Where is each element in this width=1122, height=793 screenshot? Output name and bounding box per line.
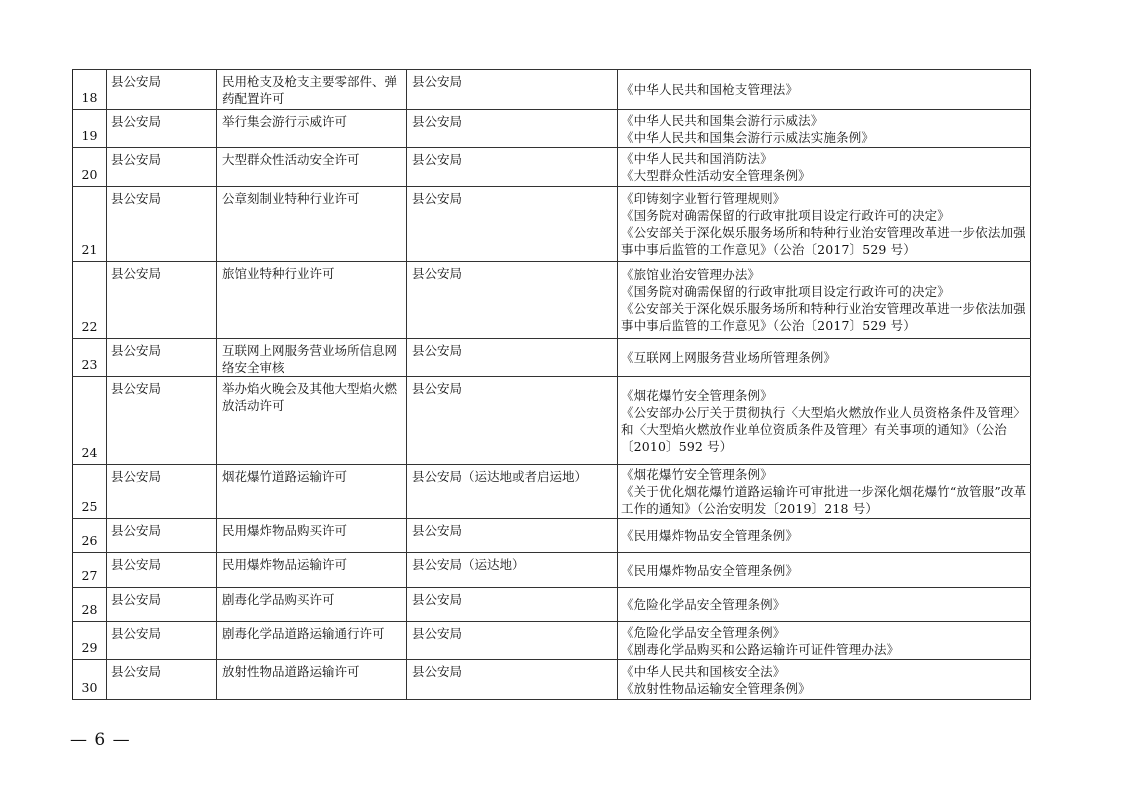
table-row — [73, 187, 1031, 262]
row-number: 25 — [73, 465, 107, 519]
legal-basis-cell — [618, 465, 1031, 519]
legal-basis-line: 《中华人民共和国枪支管理法》 — [621, 82, 799, 97]
department-cell: 县公安局 — [107, 588, 217, 622]
department-cell: 县公安局 — [107, 377, 217, 465]
implementing-agency-cell: 县公安局 — [407, 339, 618, 377]
permit-item-cell: 剧毒化学品购买许可 — [217, 588, 407, 622]
legal-basis-cell — [618, 622, 1031, 660]
department-cell: 县公安局 — [107, 262, 217, 339]
implementing-agency-cell: 县公安局 — [407, 588, 618, 622]
table-row — [73, 148, 1031, 187]
row-number: 26 — [73, 519, 107, 553]
table-row — [73, 70, 1031, 110]
legal-basis-cell — [618, 553, 1031, 588]
row-number: 28 — [73, 588, 107, 622]
legal-basis-line: 《国务院对确需保留的行政审批项目设定行政许可的决定》 — [621, 284, 950, 299]
department-cell: 县公安局 — [107, 110, 217, 148]
department-cell: 县公安局 — [107, 660, 217, 700]
permit-table-container — [72, 69, 1031, 700]
department-cell: 县公安局 — [107, 519, 217, 553]
permit-item-cell: 大型群众性活动安全许可 — [217, 148, 407, 187]
row-number: 24 — [73, 377, 107, 465]
table-row — [73, 622, 1031, 660]
legal-basis-line: 《国务院对确需保留的行政审批项目设定行政许可的决定》 — [621, 208, 950, 223]
implementing-agency-cell: 县公安局 — [407, 262, 618, 339]
implementing-agency-cell: 县公安局 — [407, 519, 618, 553]
table-row — [73, 110, 1031, 148]
legal-basis-line: 《民用爆炸物品安全管理条例》 — [621, 562, 799, 578]
implementing-agency-cell: 县公安局 — [407, 622, 618, 660]
legal-basis-line: 《危险化学品安全管理条例》 — [621, 624, 786, 640]
table-row — [73, 588, 1031, 622]
table-row — [73, 660, 1031, 700]
row-number: 27 — [73, 553, 107, 588]
department-cell: 县公安局 — [107, 339, 217, 377]
permit-item-cell: 民用枪支及枪支主要零部件、弹药配置许可 — [217, 70, 407, 110]
permit-item-cell: 烟花爆竹道路运输许可 — [217, 465, 407, 519]
permit-item-cell: 举行集会游行示威许可 — [217, 110, 407, 148]
permit-item-cell: 剧毒化学品道路运输通行许可 — [217, 622, 407, 660]
legal-basis-line: 《民用爆炸物品安全管理条例》 — [621, 528, 799, 543]
table-row — [73, 553, 1031, 588]
legal-basis-line: 《互联网上网服务营业场所管理条例》 — [621, 350, 837, 365]
table-row — [73, 519, 1031, 553]
legal-basis-cell — [618, 187, 1031, 262]
implementing-agency-cell: 县公安局 — [407, 377, 618, 465]
table-row — [73, 377, 1031, 465]
table-row — [73, 339, 1031, 377]
row-number: 22 — [73, 262, 107, 339]
implementing-agency-cell: 县公安局 — [407, 148, 618, 187]
implementing-agency-cell: 县公安局 — [407, 660, 618, 700]
row-number: 23 — [73, 339, 107, 377]
legal-basis-line: 《旅馆业治安管理办法》 — [621, 267, 761, 282]
implementing-agency-cell: 县公安局（运达地或者启运地） — [407, 465, 618, 519]
implementing-agency-cell: 县公安局 — [407, 70, 618, 110]
legal-basis-cell — [618, 660, 1031, 700]
permit-item-cell: 民用爆炸物品运输许可 — [217, 553, 407, 588]
row-number: 19 — [73, 110, 107, 148]
legal-basis-line: 《危险化学品安全管理条例》 — [621, 597, 786, 612]
department-cell: 县公安局 — [107, 465, 217, 519]
permit-item-cell: 旅馆业特种行业许可 — [217, 262, 407, 339]
legal-basis-line: 《公安部关于深化娱乐服务场所和特种行业治安管理改革进一步依法加强事中事后监管的工作意见》（公治〔2017〕529 号） — [621, 225, 1026, 257]
permit-table — [72, 69, 1031, 700]
implementing-agency-cell: 县公安局 — [407, 187, 618, 262]
legal-basis-cell — [618, 588, 1031, 622]
legal-basis-line: 《放射性物品运输安全管理条例》 — [621, 680, 811, 696]
legal-basis-line: 《烟花爆竹安全管理条例》 — [621, 467, 773, 482]
legal-basis-cell — [618, 262, 1031, 339]
department-cell: 县公安局 — [107, 622, 217, 660]
legal-basis-line: 《剧毒化学品购买和公路运输许可证件管理办法》 — [621, 641, 900, 657]
legal-basis-line: 《中华人民共和国核安全法》 — [621, 663, 786, 679]
legal-basis-cell — [618, 377, 1031, 465]
permit-item-cell: 举办焰火晚会及其他大型焰火燃放活动许可 — [217, 377, 407, 465]
row-number: 29 — [73, 622, 107, 660]
department-cell: 县公安局 — [107, 187, 217, 262]
department-cell: 县公安局 — [107, 553, 217, 588]
legal-basis-cell — [618, 70, 1031, 110]
row-number: 20 — [73, 148, 107, 187]
permit-table-body — [73, 70, 1031, 700]
legal-basis-line: 《中华人民共和国集会游行示威法实施条例》 — [621, 129, 875, 145]
page-number: — 6 — — [70, 730, 131, 750]
department-cell: 县公安局 — [107, 148, 217, 187]
row-number: 30 — [73, 660, 107, 700]
legal-basis-line: 《关于优化烟花爆竹道路运输许可审批进一步深化烟花爆竹“放管服”改革工作的通知》（公治安明发〔2019〕218 号） — [621, 484, 1027, 516]
legal-basis-line: 《烟花爆竹安全管理条例》 — [621, 387, 773, 403]
implementing-agency-cell: 县公安局 — [407, 110, 618, 148]
permit-item-cell: 互联网上网服务营业场所信息网络安全审核 — [217, 339, 407, 377]
implementing-agency-cell: 县公安局（运达地） — [407, 553, 618, 588]
table-row — [73, 465, 1031, 519]
legal-basis-line: 《公安部关于深化娱乐服务场所和特种行业治安管理改革进一步依法加强事中事后监管的工作意见》（公治〔2017〕529 号） — [621, 301, 1026, 333]
legal-basis-line: 《中华人民共和国集会游行示威法》 — [621, 112, 824, 128]
legal-basis-line: 《公安部办公厅关于贯彻执行〈大型焰火燃放作业人员资格条件及管理〉和〈大型焰火燃放作业单位资质条件及管理〉有关事项的通知》（公治〔2010〕592 号） — [621, 404, 1026, 454]
legal-basis-cell — [618, 339, 1031, 377]
row-number: 18 — [73, 70, 107, 110]
permit-item-cell: 放射性物品道路运输许可 — [217, 660, 407, 700]
legal-basis-cell — [618, 519, 1031, 553]
legal-basis-line: 《中华人民共和国消防法》 — [621, 151, 773, 166]
table-row — [73, 262, 1031, 339]
row-number: 21 — [73, 187, 107, 262]
legal-basis-cell — [618, 110, 1031, 148]
permit-item-cell: 民用爆炸物品购买许可 — [217, 519, 407, 553]
legal-basis-line: 《大型群众性活动安全管理条例》 — [621, 168, 811, 183]
legal-basis-line: 《印铸刻字业暂行管理规则》 — [621, 191, 786, 206]
permit-item-cell: 公章刻制业特种行业许可 — [217, 187, 407, 262]
department-cell: 县公安局 — [107, 70, 217, 110]
legal-basis-cell — [618, 148, 1031, 187]
